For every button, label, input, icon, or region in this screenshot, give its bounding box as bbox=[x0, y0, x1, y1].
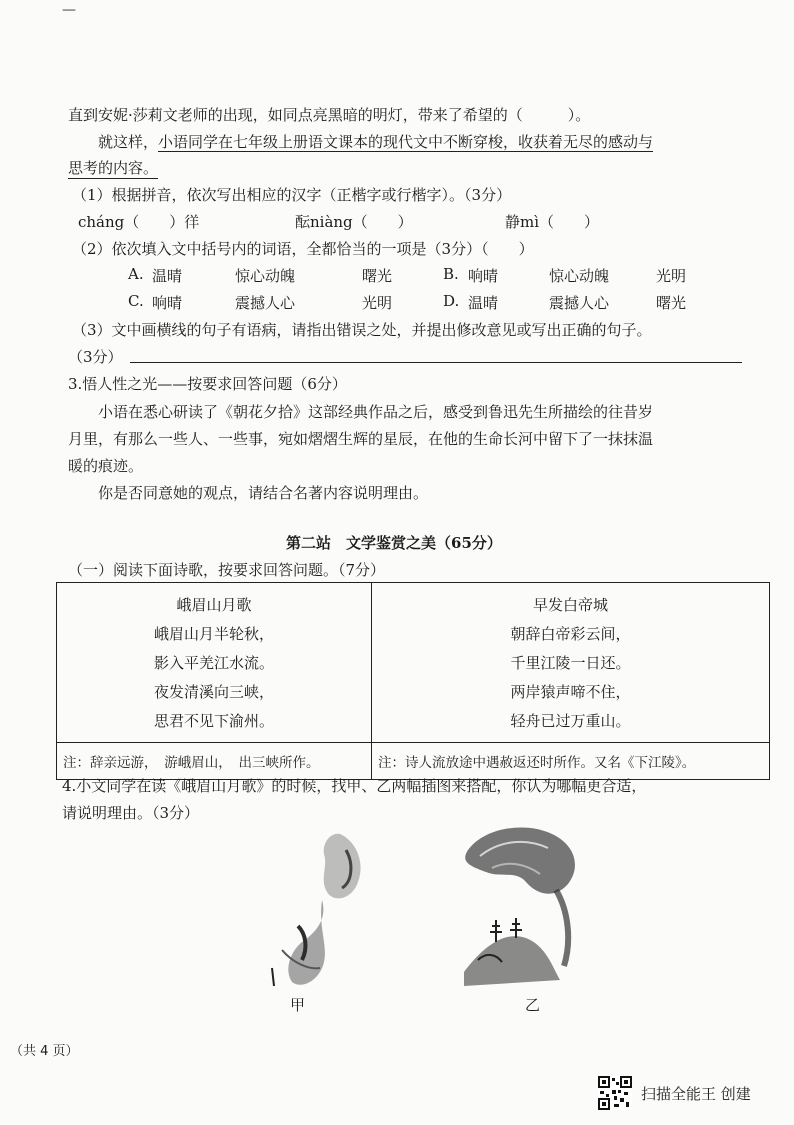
q2-option-d-w2: 震撼人心 bbox=[549, 294, 610, 312]
page-count: （共 4 页） bbox=[10, 1044, 79, 1059]
q4-line-2: 请说明理由。（3分） bbox=[62, 804, 200, 822]
section3-para-line-1: 小语在悉心研读了《朝花夕拾》这部经典作品之后，感受到鲁迅先生所描绘的往昔岁 bbox=[98, 403, 654, 421]
poem-2-line-2: 千里江陵一日还。 bbox=[510, 654, 631, 672]
intro-line-2-plain: 就这样， bbox=[98, 133, 159, 151]
intro-line-1: 直到安妮·莎莉文老师的出现，如同点亮黑暗的明灯，带来了希望的（ ）。 bbox=[68, 106, 591, 124]
q2-option-a-w2: 惊心动魄 bbox=[235, 267, 296, 285]
qr-code-icon bbox=[598, 1076, 632, 1110]
poem-2-line-3: 两岸猿声啼不住， bbox=[510, 683, 631, 701]
poem-cell-2 bbox=[372, 583, 770, 743]
underlined-sentence-part-2: 思考的内容。 bbox=[68, 159, 159, 177]
poem-2-line-1: 朝辞白帝彩云间， bbox=[510, 625, 631, 643]
q4-line-1: 4.小文同学在读《峨眉山月歌》的时候，找甲、乙两幅插图来搭配，你认为哪幅更合适， bbox=[62, 777, 647, 795]
poem-1-line-3: 夜发清溪向三峡， bbox=[153, 683, 274, 701]
q2-option-a-w3: 曙光 bbox=[362, 267, 393, 285]
top-mark: — bbox=[62, 2, 76, 18]
q1-title: （1）根据拼音，依次写出相应的汉字（正楷字或行楷字）。（3分） bbox=[72, 186, 512, 204]
q3-score: （3分） bbox=[68, 348, 123, 366]
scanner-watermark: 扫描全能王 创建 bbox=[641, 1085, 751, 1103]
q2-option-d-letter: D. bbox=[443, 292, 460, 310]
poem-1-note: 注：辞亲远游， 游峨眉山， 出三峡所作。 bbox=[57, 743, 372, 780]
caption-jia: 甲 bbox=[290, 996, 306, 1014]
section3-para-line-3: 暖的痕迹。 bbox=[68, 457, 144, 475]
q2-option-c-w3: 光明 bbox=[362, 294, 393, 312]
underlined-sentence-part-1: 小语同学在七年级上册语文课本的现代文中不断穿梭，收获着无尽的感动与 bbox=[158, 133, 654, 151]
poem-table bbox=[56, 582, 770, 780]
poem-1-line-2: 影入平羌江水流。 bbox=[153, 654, 274, 672]
poem-1-line-1: 峨眉山月半轮秋， bbox=[153, 625, 274, 643]
q2-option-b-w2: 惊心动魄 bbox=[549, 267, 610, 285]
illustration-jia bbox=[262, 830, 382, 990]
q1-pinyin-item-2: 酝niàng（ ） bbox=[295, 213, 413, 231]
q1-pinyin-item-1: cháng（ ）徉 bbox=[78, 213, 200, 231]
poem-1-line-4: 思君不见下渝州。 bbox=[153, 712, 274, 730]
q2-option-c-w2: 震撼人心 bbox=[235, 294, 296, 312]
q2-option-c-letter: C. bbox=[128, 292, 144, 310]
q2-option-d-w3: 曙光 bbox=[656, 294, 687, 312]
station2-title: 第二站 文学鉴赏之美（65分） bbox=[286, 534, 502, 552]
q1-pinyin-item-3: 静mì（ ） bbox=[505, 213, 600, 231]
q2-option-c-w1: 响晴 bbox=[152, 294, 183, 312]
poem-2-title: 早发白帝城 bbox=[532, 596, 608, 614]
q2-option-a-w1: 温晴 bbox=[152, 267, 183, 285]
q3-title: （3）文中画横线的句子有语病，请指出错误之处，并提出修改意见或写出正确的句子。 bbox=[72, 321, 652, 339]
q2-option-a-letter: A. bbox=[128, 265, 144, 283]
q3-answer-line[interactable] bbox=[130, 362, 742, 363]
caption-yi: 乙 bbox=[525, 996, 541, 1014]
poem-1-title: 峨眉山月歌 bbox=[176, 596, 252, 614]
section3-title: 3.悟人性之光——按要求回答问题（6分） bbox=[68, 375, 347, 393]
q2-option-b-w3: 光明 bbox=[656, 267, 687, 285]
q2-title: （2）依次填入文中括号内的词语，全都恰当的一项是（3分）（ ） bbox=[72, 240, 534, 258]
q2-option-d-w1: 温晴 bbox=[468, 294, 499, 312]
section3-prompt: 你是否同意她的观点，请结合名著内容说明理由。 bbox=[98, 484, 429, 502]
poem-cell-1 bbox=[57, 583, 372, 743]
intro-line-2 bbox=[98, 131, 653, 152]
q2-option-b-w1: 响晴 bbox=[468, 267, 499, 285]
station2-subtitle: （一）阅读下面诗歌，按要求回答问题。（7分） bbox=[68, 561, 386, 579]
illustration-yi bbox=[456, 820, 586, 990]
poem-2-note: 注：诗人流放途中遇赦返还时所作。又名《下江陵》。 bbox=[372, 743, 770, 780]
q2-option-b-letter: B. bbox=[443, 265, 459, 283]
section3-para-line-2: 月里，有那么一些人、一些事，宛如熠熠生辉的星辰，在他的生命长河中留下了一抹抹温 bbox=[68, 430, 654, 448]
poem-2-line-4: 轻舟已过万重山。 bbox=[510, 712, 631, 730]
